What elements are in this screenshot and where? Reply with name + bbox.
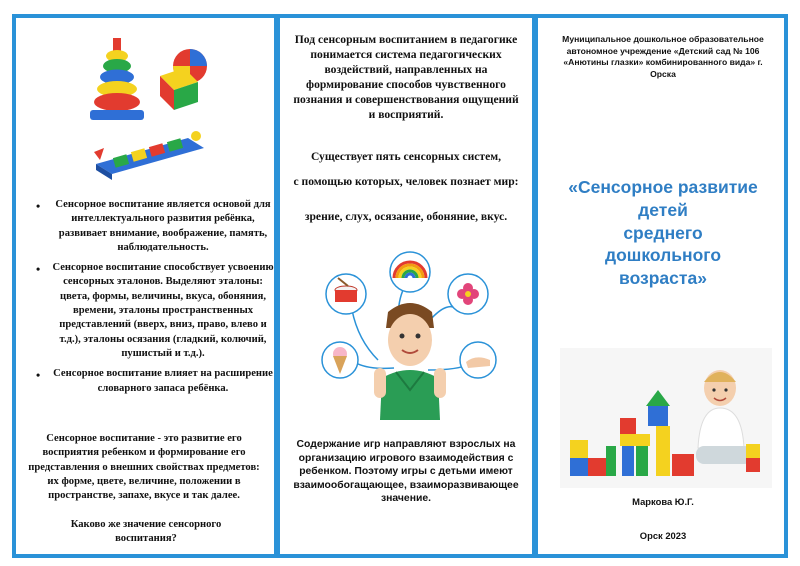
title-line: среднего (623, 222, 703, 243)
bullet-item: • Сенсорное воспитание является основой для интеллектуального развития ребёнка, развивает внимание, воображение, память, наблюдательность. (50, 198, 276, 255)
ice-cream-icon (322, 342, 358, 378)
flower-icon (448, 274, 488, 314)
hand-icon (460, 342, 496, 378)
bullet-item: • Сенсорное воспитание влияет на расширение словарного запаса ребёнка. (50, 367, 276, 396)
title-line: дошкольного (604, 245, 722, 266)
panel-right (534, 14, 788, 558)
pyramid-toy-image (82, 36, 152, 126)
question-text: Каково же значение сенсорного воспитания? (70, 519, 222, 545)
through-which-text: с помощью которых, человек познает мир: (293, 175, 519, 188)
title-line: детей (638, 199, 688, 220)
games-text: Содержание игр направляют взрослых на организацию игрового взаимодействия с ребенком. Поэтому игры с детьми имеют взаимообогащающее, взаиморазвивающее значение. (293, 439, 519, 505)
bullet-item: • Сенсорное воспитание способствует усвоению сенсорных эталонов. Выделяют эталоны: цвета, формы, величины, вкуса, обоняния, времени, эталоны пространственных представлений (вверх, вниз, право, влево и т.д.), эталоны осязания (гладкий, колючий, пушистый и т.д.). (50, 261, 276, 361)
child-with-blocks-image (560, 348, 772, 488)
boy-face (374, 303, 446, 420)
drum-icon (326, 274, 366, 314)
title-line: возраста» (619, 268, 707, 288)
panel-left (12, 14, 278, 558)
title-line: «Сенсорное развитие (568, 177, 758, 197)
author-name: Маркова Ю.Г. (632, 496, 694, 507)
cube-sphere-toy-image (154, 46, 216, 112)
definition-text: Сенсорное воспитание - это развитие его восприятия ребенком и формирование его представления о внешних свойствах предметов: их форме, цвете, величине, положении в пространстве, запахе, вкусе и так далее. (28, 433, 260, 502)
bullet-list (16, 198, 276, 402)
intro-text: Под сенсорным воспитанием в педагогике понимается система педагогических воздействий, направленных на формирование способов чувственного познания и совершенствования ощущений и восприятий. (293, 33, 519, 122)
brochure-title (552, 176, 774, 290)
institution-name: Муниципальное дошкольное образовательное автономное учреждение «Детский сад № 106 «Анютины глазки» комбинированного вида» г. Орска (562, 34, 764, 79)
rainbow-icon (390, 252, 430, 292)
senses-text: зрение, слух, осязание, обоняние, вкус. (304, 210, 508, 223)
panel-middle (276, 14, 536, 558)
city-year: Орск 2023 (639, 530, 687, 541)
five-systems-text: Существует пять сенсорных систем, (310, 150, 502, 163)
shape-sorter-toy-image (92, 130, 210, 182)
senses-illustration (318, 250, 502, 420)
